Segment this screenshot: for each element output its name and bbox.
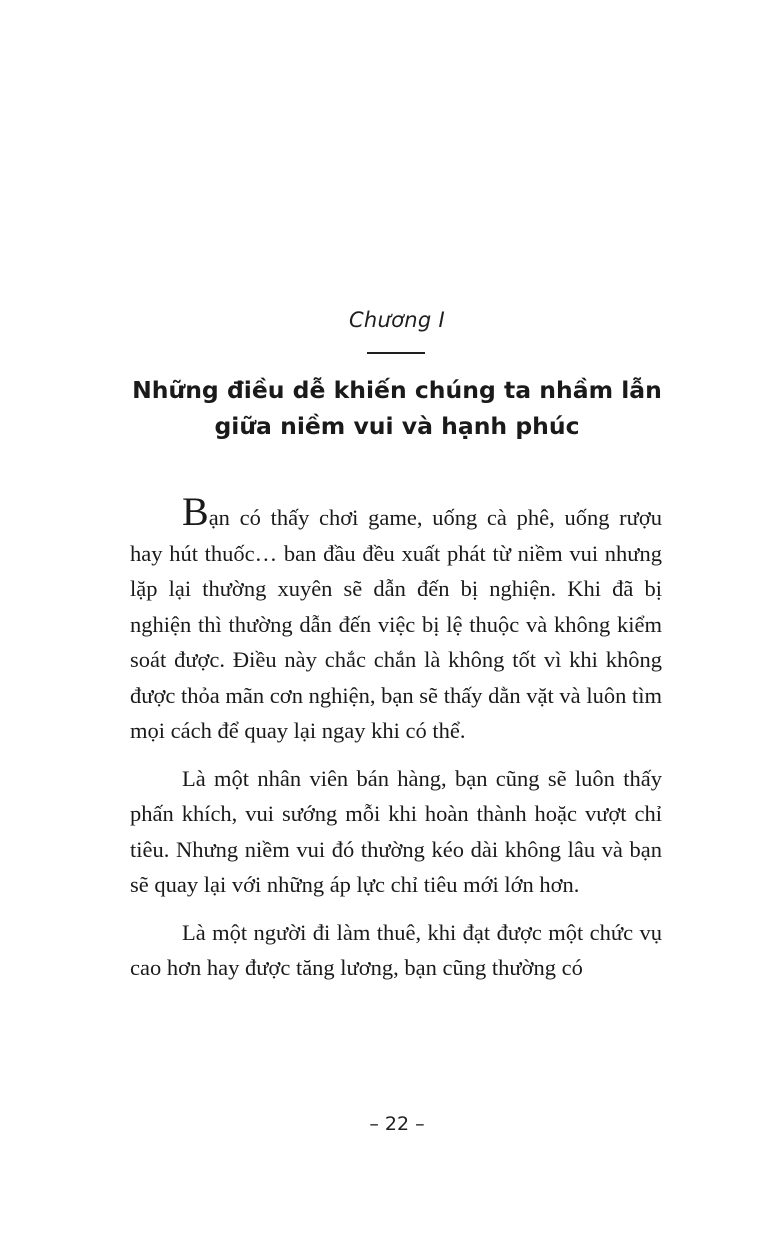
paragraph-1	[130, 489, 662, 749]
chapter-title	[0, 372, 780, 444]
chapter-title-line-1: Những điều dễ khiến chúng ta nhầm lẫn	[132, 376, 662, 404]
paragraph-1-text: ạn có thấy chơi game, uống cà phê, uống rượu hay hút thuốc… ban đầu đều xuất phát từ niềm vui nhưng lặp lại thường xuyên sẽ dẫn đến bị nghiện. Khi đã bị nghiện thì thường dẫn đến việc bị lệ thuộc và không kiểm soát được. Điều này chắc chắn là không tốt vì khi không được thỏa mãn cơn nghiện, bạn sẽ thấy dằn vặt và luôn tìm mọi cách để quay lại ngay khi có thể.	[130, 505, 662, 743]
chapter-label: Chương I	[348, 308, 446, 332]
paragraph-2: Là một nhân viên bán hàng, bạn cũng sẽ luôn thấy phấn khích, vui sướng mỗi khi hoàn thành hoặc vượt chỉ tiêu. Nhưng niềm vui đó thường kéo dài không lâu và bạn sẽ quay lại với những áp lực chỉ tiêu mới lớn hơn.	[130, 765, 662, 897]
paragraph-3: Là một người đi làm thuê, khi đạt được một chức vụ cao hơn hay được tăng lương, bạn cũng thường có	[130, 919, 662, 980]
body-text	[130, 489, 662, 998]
chapter-title-line-2: giữa niềm vui và hạnh phúc	[214, 412, 580, 440]
chapter-divider	[367, 352, 425, 354]
page-number: – 22 –	[369, 1113, 425, 1135]
drop-initial: B	[182, 489, 209, 534]
